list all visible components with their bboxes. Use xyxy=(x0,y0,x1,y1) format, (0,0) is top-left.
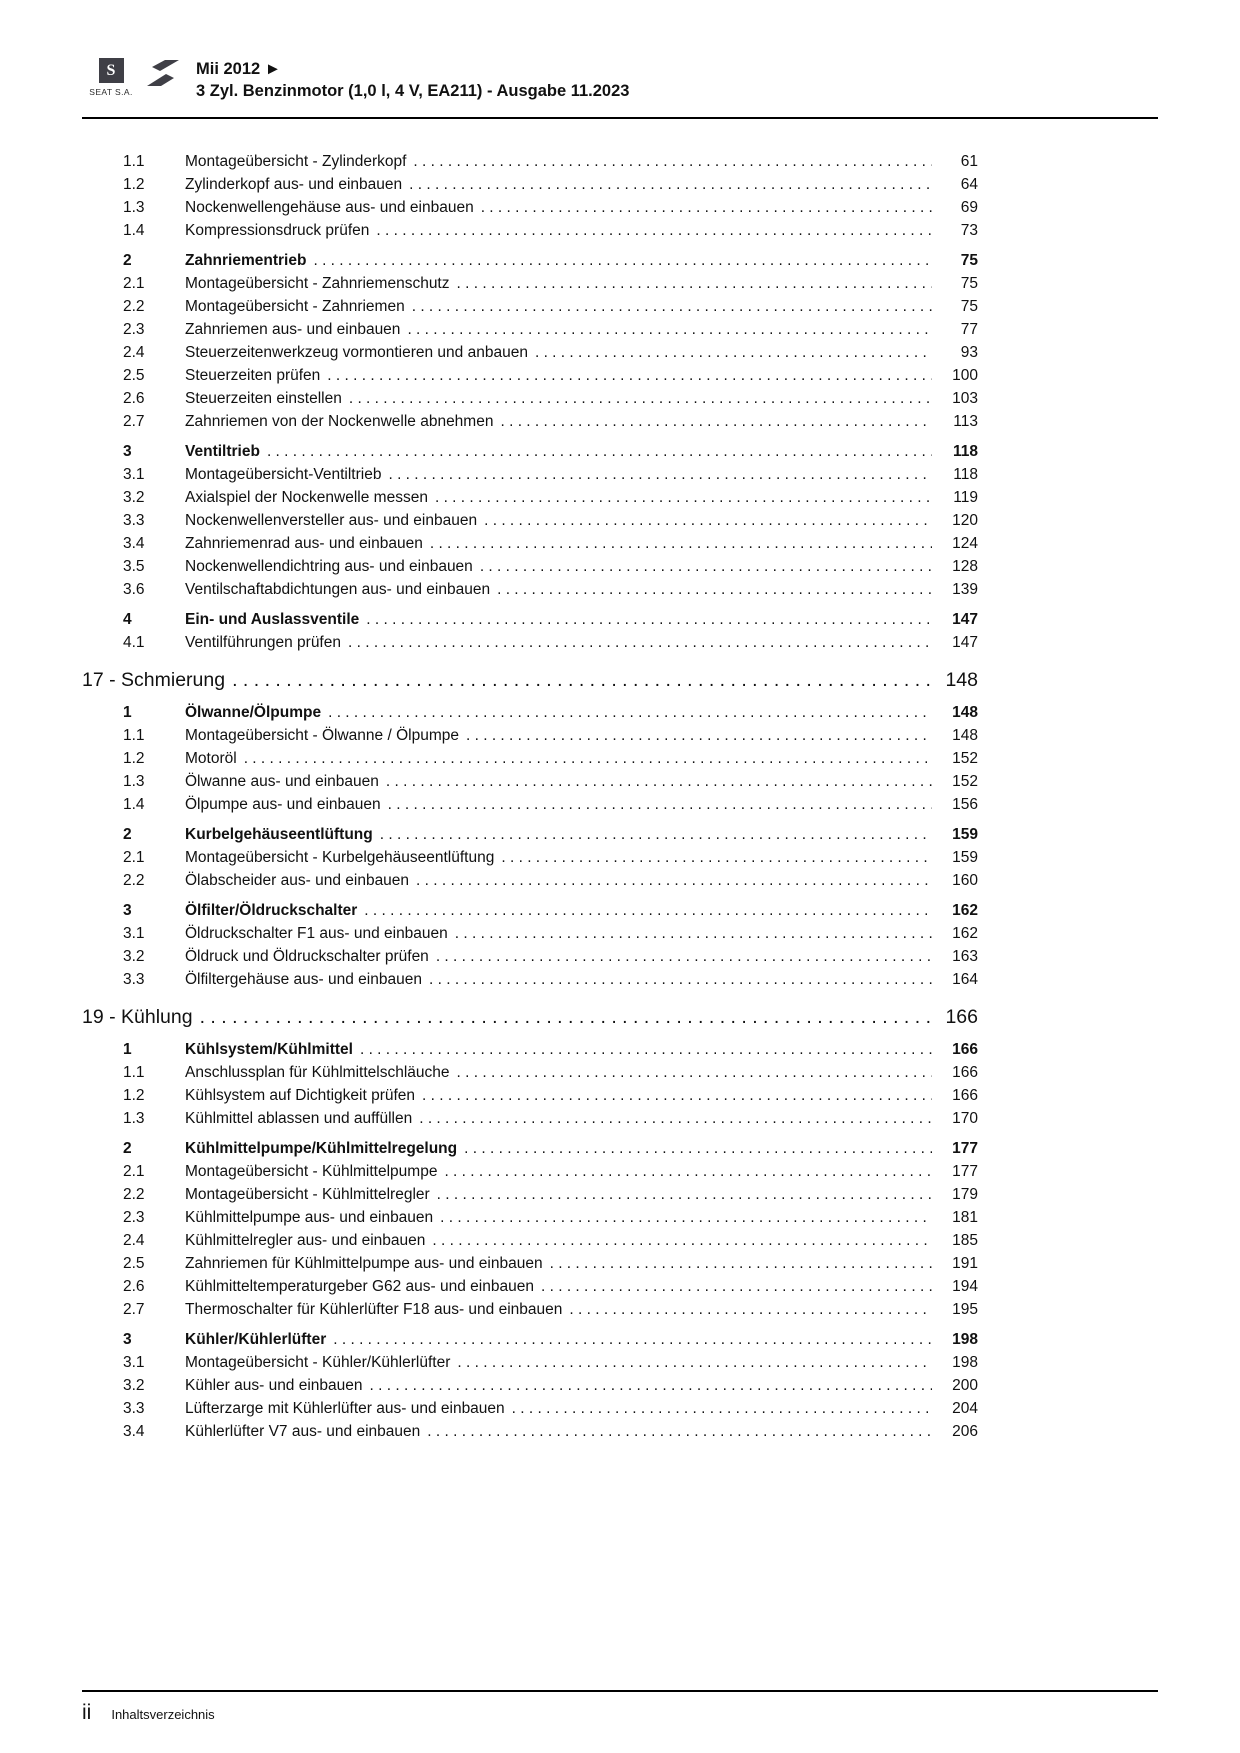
toc-entry-number: 2.2 xyxy=(123,298,145,315)
toc-entry-title: Ölwanne/Ölpumpe xyxy=(185,704,322,721)
toc-entry-number: 4.1 xyxy=(123,634,145,651)
seat-sa-seal-icon xyxy=(99,58,124,83)
toc-entry-title: 17 - Schmierung xyxy=(82,669,226,691)
toc-dot-leader xyxy=(200,1004,932,1031)
toc-dot-leader xyxy=(464,1137,932,1160)
toc-row xyxy=(82,770,978,793)
toc-entry-title: Montageübersicht - Zahnriemenschutz xyxy=(185,275,450,292)
toc-row xyxy=(82,486,978,509)
footer-page-number: ii xyxy=(82,1701,92,1724)
toc-entry-page: 93 xyxy=(960,344,978,361)
toc-entry-title: Kühlmittelpumpe aus- und einbauen xyxy=(185,1209,434,1226)
toc-entry-number: 3.3 xyxy=(123,512,145,529)
toc-entry-page: 128 xyxy=(952,558,978,575)
toc-entry-title: Montageübersicht-Ventiltrieb xyxy=(185,466,382,483)
toc-entry-page: 177 xyxy=(952,1140,978,1157)
toc-entry-number: 2.1 xyxy=(123,849,145,866)
toc-entry-number: 1 xyxy=(123,1041,132,1058)
toc-entry-title: Kühler aus- und einbauen xyxy=(185,1377,363,1394)
toc-row xyxy=(82,1275,978,1298)
toc-entry-title: Ölfiltergehäuse aus- und einbauen xyxy=(185,971,422,988)
toc-row xyxy=(82,173,978,196)
toc-entry-number: 3.6 xyxy=(123,581,145,598)
toc-entry-page: 147 xyxy=(952,634,978,651)
toc-row xyxy=(82,631,978,654)
toc-entry-page: 61 xyxy=(960,153,978,170)
toc-entry-number: 2.1 xyxy=(123,1163,145,1180)
toc-dot-leader xyxy=(444,1160,932,1183)
toc-entry-title: Montageübersicht - Kurbelgehäuseentlüftung xyxy=(185,849,495,866)
toc-entry-number: 3.2 xyxy=(123,489,145,506)
toc-dot-leader xyxy=(388,463,932,486)
toc-entry-number: 2.3 xyxy=(123,321,145,338)
toc-entry-page: 166 xyxy=(952,1087,978,1104)
toc-list xyxy=(82,150,978,1443)
toc-entry-page: 166 xyxy=(952,1064,978,1081)
toc-dot-leader xyxy=(333,1328,932,1351)
toc-entry-title: Thermoschalter für Kühlerlüfter F18 aus- und einbauen xyxy=(185,1301,563,1318)
toc-row xyxy=(82,578,978,601)
toc-entry-title: Montageübersicht - Zahnriemen xyxy=(185,298,405,315)
toc-entry-number: 1.3 xyxy=(123,1110,145,1127)
toc-dot-leader xyxy=(481,196,932,219)
toc-entry-page: 118 xyxy=(953,466,978,483)
toc-dot-leader xyxy=(440,1206,932,1229)
toc-entry-title: Ein- und Auslassventile xyxy=(185,611,360,628)
toc-entry-title: Zahnriemen aus- und einbauen xyxy=(185,321,401,338)
toc-entry-title: Zahnriemen von der Nockenwelle abnehmen xyxy=(185,413,494,430)
toc-row xyxy=(82,968,978,991)
toc-entry-number: 1.1 xyxy=(123,727,145,744)
toc-entry-title: Kurbelgehäuseentlüftung xyxy=(185,826,373,843)
toc-entry-number: 1.1 xyxy=(123,153,145,170)
toc-entry-page: 195 xyxy=(952,1301,978,1318)
toc-row xyxy=(82,922,978,945)
toc-dot-leader xyxy=(432,1229,932,1252)
toc-dot-leader xyxy=(501,846,932,869)
seal-letter: S xyxy=(106,61,116,79)
toc-row xyxy=(82,196,978,219)
toc-entry-title: Axialspiel der Nockenwelle messen xyxy=(185,489,428,506)
toc-entry-title: Kühlmittelregler aus- und einbauen xyxy=(185,1232,426,1249)
toc-entry-page: 166 xyxy=(952,1041,978,1058)
toc-row xyxy=(82,701,978,724)
toc-entry-title: Montageübersicht - Kühler/Kühlerlüfter xyxy=(185,1354,451,1371)
toc-entry-page: 185 xyxy=(952,1232,978,1249)
toc-entry-page: 206 xyxy=(952,1423,978,1440)
toc-entry-page: 118 xyxy=(952,443,978,460)
toc-row xyxy=(82,364,978,387)
page-footer xyxy=(82,1690,1158,1724)
toc-entry-number: 2 xyxy=(123,826,132,843)
toc-entry-page: 159 xyxy=(952,826,978,843)
toc-entry-number: 3.1 xyxy=(123,466,145,483)
toc-dot-leader xyxy=(366,608,932,631)
toc-entry-page: 75 xyxy=(960,252,978,269)
toc-row xyxy=(82,555,978,578)
toc-dot-leader xyxy=(349,387,932,410)
toc-entry-page: 160 xyxy=(952,872,978,889)
toc-entry-number: 1.2 xyxy=(123,176,145,193)
toc-entry-number: 3.4 xyxy=(123,535,145,552)
toc-entry-title: Kühlmittel ablassen und auffüllen xyxy=(185,1110,413,1127)
toc-entry-title: Ölwanne aus- und einbauen xyxy=(185,773,379,790)
toc-entry-title: Anschlussplan für Kühlmittelschläuche xyxy=(185,1064,450,1081)
toc-entry-page: 156 xyxy=(952,796,978,813)
toc-dot-leader xyxy=(497,578,932,601)
toc-entry-title: Ventilführungen prüfen xyxy=(185,634,341,651)
toc-entry-page: 75 xyxy=(960,275,978,292)
toc-entry-page: 69 xyxy=(960,199,978,216)
toc-dot-leader xyxy=(313,249,932,272)
header-text xyxy=(196,58,629,102)
toc-entry-title: Kühlerlüfter V7 aus- und einbauen xyxy=(185,1423,421,1440)
toc-entry-number: 2.3 xyxy=(123,1209,145,1226)
toc-entry-page: 162 xyxy=(952,902,978,919)
toc-entry-page: 179 xyxy=(952,1186,978,1203)
toc-row xyxy=(82,1351,978,1374)
toc-dot-leader xyxy=(484,509,932,532)
toc-entry-number: 1.1 xyxy=(123,1064,145,1081)
toc-entry-title: Lüfterzarge mit Kühlerlüfter aus- und einbauen xyxy=(185,1400,505,1417)
seat-logo-icon xyxy=(146,59,180,87)
toc-entry-page: 198 xyxy=(952,1331,978,1348)
toc-entry-page: 152 xyxy=(952,773,978,790)
toc-entry-title: Nockenwellendichtring aus- und einbauen xyxy=(185,558,473,575)
toc-dot-leader xyxy=(380,823,932,846)
toc-row xyxy=(82,1038,978,1061)
toc-entry-page: 164 xyxy=(952,971,978,988)
toc-entry-title: Kühlsystem/Kühlmittel xyxy=(185,1041,353,1058)
toc-entry-number: 4 xyxy=(123,611,132,628)
toc-entry-number: 2 xyxy=(123,252,132,269)
toc-dot-leader xyxy=(466,724,932,747)
toc-dot-leader xyxy=(413,150,932,173)
toc-row xyxy=(82,724,978,747)
toc-dot-leader xyxy=(535,341,932,364)
toc-entry-title: Ölabscheider aus- und einbauen xyxy=(185,872,410,889)
toc-dot-leader xyxy=(409,173,932,196)
toc-dot-leader xyxy=(457,1061,933,1084)
toc-entry-number: 3 xyxy=(123,1331,132,1348)
toc-dot-leader xyxy=(327,364,932,387)
toc-entry-title: Steuerzeiten einstellen xyxy=(185,390,342,407)
toc-entry-page: 170 xyxy=(952,1110,978,1127)
toc-entry-number: 3.1 xyxy=(123,925,145,942)
toc-entry-number: 1.2 xyxy=(123,750,145,767)
toc-entry-title: 19 - Kühlung xyxy=(82,1006,193,1028)
toc-row xyxy=(82,272,978,295)
toc-entry-title: Montageübersicht - Kühlmittelregler xyxy=(185,1186,430,1203)
toc-entry-title: Zahnriementrieb xyxy=(185,252,307,269)
toc-row xyxy=(82,1004,978,1031)
toc-row xyxy=(82,1160,978,1183)
toc-dot-leader xyxy=(569,1298,932,1321)
toc-entry-title: Montageübersicht - Zylinderkopf xyxy=(185,153,407,170)
toc-entry-title: Zahnriemenrad aus- und einbauen xyxy=(185,535,423,552)
toc-entry-number: 1.2 xyxy=(123,1087,145,1104)
toc-entry-page: 75 xyxy=(960,298,978,315)
toc-entry-page: 148 xyxy=(945,669,978,691)
toc-entry-page: 120 xyxy=(952,512,978,529)
toc-entry-number: 2.2 xyxy=(123,1186,145,1203)
toc-entry-number: 3.1 xyxy=(123,1354,145,1371)
toc-entry-page: 148 xyxy=(952,704,978,721)
toc-row xyxy=(82,1206,978,1229)
toc-row xyxy=(82,150,978,173)
toc-row xyxy=(82,249,978,272)
toc-dot-leader xyxy=(364,899,932,922)
toc-row xyxy=(82,295,978,318)
toc-entry-page: 147 xyxy=(952,611,978,628)
toc-dot-leader xyxy=(348,631,932,654)
document-subtitle: 3 Zyl. Benzinmotor (1,0 l, 4 V, EA211) - Ausgabe 11.2023 xyxy=(196,82,630,100)
toc-entry-number: 2.6 xyxy=(123,390,145,407)
toc-entry-number: 2.7 xyxy=(123,413,145,430)
toc-dot-leader xyxy=(435,486,932,509)
toc-entry-number: 2.1 xyxy=(123,275,145,292)
toc-row xyxy=(82,667,978,694)
toc-entry-title: Montageübersicht - Kühlmittelpumpe xyxy=(185,1163,438,1180)
toc-row xyxy=(82,341,978,364)
toc-entry-title: Kühlmitteltemperaturgeber G62 aus- und einbauen xyxy=(185,1278,534,1295)
toc-entry-number: 1.3 xyxy=(123,773,145,790)
toc-entry-page: 191 xyxy=(952,1255,978,1272)
toc-dot-leader xyxy=(388,793,932,816)
toc-dot-leader xyxy=(370,1374,932,1397)
toc-row xyxy=(82,1420,978,1443)
toc-entry-number: 2.5 xyxy=(123,1255,145,1272)
toc-entry-page: 119 xyxy=(953,489,978,506)
toc-entry-page: 204 xyxy=(952,1400,978,1417)
toc-dot-leader xyxy=(386,770,932,793)
toc-entry-title: Kühlsystem auf Dichtigkeit prüfen xyxy=(185,1087,416,1104)
brand-caption: SEAT S.A. xyxy=(89,87,133,97)
toc-entry-title: Nockenwellengehäuse aus- und einbauen xyxy=(185,199,474,216)
toc-dot-leader xyxy=(437,1183,932,1206)
toc-row xyxy=(82,318,978,341)
toc-dot-leader xyxy=(232,667,932,694)
toc-dot-leader xyxy=(541,1275,932,1298)
toc-entry-number: 3.2 xyxy=(123,948,145,965)
toc-entry-title: Ventilschaftabdichtungen aus- und einbauen xyxy=(185,581,491,598)
toc-row xyxy=(82,219,978,242)
toc-entry-number: 3.3 xyxy=(123,1400,145,1417)
toc-dot-leader xyxy=(360,1038,932,1061)
brand-block xyxy=(88,58,134,97)
toc-row xyxy=(82,1137,978,1160)
toc-dot-leader xyxy=(457,272,933,295)
toc-entry-number: 1.4 xyxy=(123,796,145,813)
toc-row xyxy=(82,387,978,410)
toc-dot-leader xyxy=(480,555,932,578)
toc-entry-title: Motoröl xyxy=(185,750,237,767)
toc-entry-page: 198 xyxy=(952,1354,978,1371)
toc-entry-number: 2.7 xyxy=(123,1301,145,1318)
model-title: Mii 2012 ► xyxy=(196,60,282,78)
toc-entry-title: Zylinderkopf aus- und einbauen xyxy=(185,176,403,193)
toc-entry-number: 1 xyxy=(123,704,132,721)
toc-dot-leader xyxy=(500,410,932,433)
toc-entry-number: 3.4 xyxy=(123,1423,145,1440)
toc-entry-number: 3.3 xyxy=(123,971,145,988)
toc-row xyxy=(82,793,978,816)
toc-entry-page: 73 xyxy=(960,222,978,239)
footer-section-title: Inhaltsverzeichnis xyxy=(111,1707,215,1722)
toc-entry-page: 77 xyxy=(960,321,978,338)
toc-row xyxy=(82,532,978,555)
toc-dot-leader xyxy=(244,747,932,770)
toc-entry-title: Kühlmittelpumpe/Kühlmittelregelung xyxy=(185,1140,458,1157)
toc-entry-number: 2.6 xyxy=(123,1278,145,1295)
toc-entry-page: 159 xyxy=(952,849,978,866)
toc-dot-leader xyxy=(429,968,932,991)
toc-dot-leader xyxy=(407,318,932,341)
toc-entry-page: 181 xyxy=(952,1209,978,1226)
toc-row xyxy=(82,1183,978,1206)
toc-row xyxy=(82,1328,978,1351)
toc-row xyxy=(82,846,978,869)
toc-row xyxy=(82,1374,978,1397)
toc-entry-number: 3.2 xyxy=(123,1377,145,1394)
toc-row xyxy=(82,747,978,770)
toc-row xyxy=(82,410,978,433)
toc-row xyxy=(82,463,978,486)
toc-dot-leader xyxy=(416,869,932,892)
toc-entry-page: 103 xyxy=(952,390,978,407)
toc-entry-page: 64 xyxy=(960,176,978,193)
toc-entry-page: 194 xyxy=(952,1278,978,1295)
toc-row xyxy=(82,899,978,922)
toc-row xyxy=(82,1397,978,1420)
toc-dot-leader xyxy=(455,922,932,945)
toc-row xyxy=(82,1298,978,1321)
toc-row xyxy=(82,1084,978,1107)
toc-entry-title: Steuerzeiten prüfen xyxy=(185,367,321,384)
toc-dot-leader xyxy=(427,1420,932,1443)
toc-entry-page: 162 xyxy=(952,925,978,942)
toc-row xyxy=(82,440,978,463)
toc-entry-page: 148 xyxy=(952,727,978,744)
toc-row xyxy=(82,608,978,631)
page-header xyxy=(88,58,1158,102)
toc-row xyxy=(82,869,978,892)
toc-dot-leader xyxy=(412,295,932,318)
toc-dot-leader xyxy=(419,1107,932,1130)
toc-entry-number: 2 xyxy=(123,1140,132,1157)
toc-entry-number: 1.4 xyxy=(123,222,145,239)
toc-row xyxy=(82,509,978,532)
toc-entry-page: 163 xyxy=(952,948,978,965)
toc-entry-title: Öldruckschalter F1 aus- und einbauen xyxy=(185,925,448,942)
toc-row xyxy=(82,1107,978,1130)
toc-dot-leader xyxy=(550,1252,932,1275)
toc-entry-title: Steuerzeitenwerkzeug vormontieren und anbauen xyxy=(185,344,528,361)
toc-entry-page: 113 xyxy=(953,413,978,430)
toc-row xyxy=(82,1252,978,1275)
toc-entry-number: 2.2 xyxy=(123,872,145,889)
toc-entry-page: 124 xyxy=(952,535,978,552)
toc-entry-title: Ölpumpe aus- und einbauen xyxy=(185,796,381,813)
toc-entry-title: Zahnriemen für Kühlmittelpumpe aus- und einbauen xyxy=(185,1255,543,1272)
toc-entry-number: 2.4 xyxy=(123,344,145,361)
toc-dot-leader xyxy=(422,1084,932,1107)
toc-entry-page: 152 xyxy=(952,750,978,767)
toc-entry-title: Nockenwellenversteller aus- und einbauen xyxy=(185,512,478,529)
toc-entry-page: 177 xyxy=(952,1163,978,1180)
toc-entry-page: 139 xyxy=(952,581,978,598)
toc-entry-title: Kompressionsdruck prüfen xyxy=(185,222,370,239)
toc-entry-number: 3 xyxy=(123,902,132,919)
toc-dot-leader xyxy=(512,1397,932,1420)
toc-entry-number: 1.3 xyxy=(123,199,145,216)
toc-entry-title: Kühler/Kühlerlüfter xyxy=(185,1331,327,1348)
toc-entry-page: 100 xyxy=(952,367,978,384)
toc-entry-page: 166 xyxy=(945,1006,978,1028)
toc-entry-title: Ventiltrieb xyxy=(185,443,260,460)
toc-entry-title: Ölfilter/Öldruckschalter xyxy=(185,902,358,919)
toc-entry-number: 3.5 xyxy=(123,558,145,575)
toc-dot-leader xyxy=(430,532,932,555)
toc-dot-leader xyxy=(436,945,932,968)
toc-row xyxy=(82,1061,978,1084)
toc-dot-leader xyxy=(328,701,932,724)
toc-dot-leader xyxy=(457,1351,932,1374)
toc-dot-leader xyxy=(376,219,932,242)
toc-entry-page: 200 xyxy=(952,1377,978,1394)
toc-entry-title: Montageübersicht - Ölwanne / Ölpumpe xyxy=(185,727,459,744)
toc-row xyxy=(82,823,978,846)
toc-entry-title: Öldruck und Öldruckschalter prüfen xyxy=(185,948,429,965)
toc-entry-number: 3 xyxy=(123,443,132,460)
header-divider xyxy=(82,117,1158,119)
toc-dot-leader xyxy=(267,440,932,463)
toc-row xyxy=(82,1229,978,1252)
toc-row xyxy=(82,945,978,968)
toc-entry-number: 2.4 xyxy=(123,1232,145,1249)
toc-entry-number: 2.5 xyxy=(123,367,145,384)
